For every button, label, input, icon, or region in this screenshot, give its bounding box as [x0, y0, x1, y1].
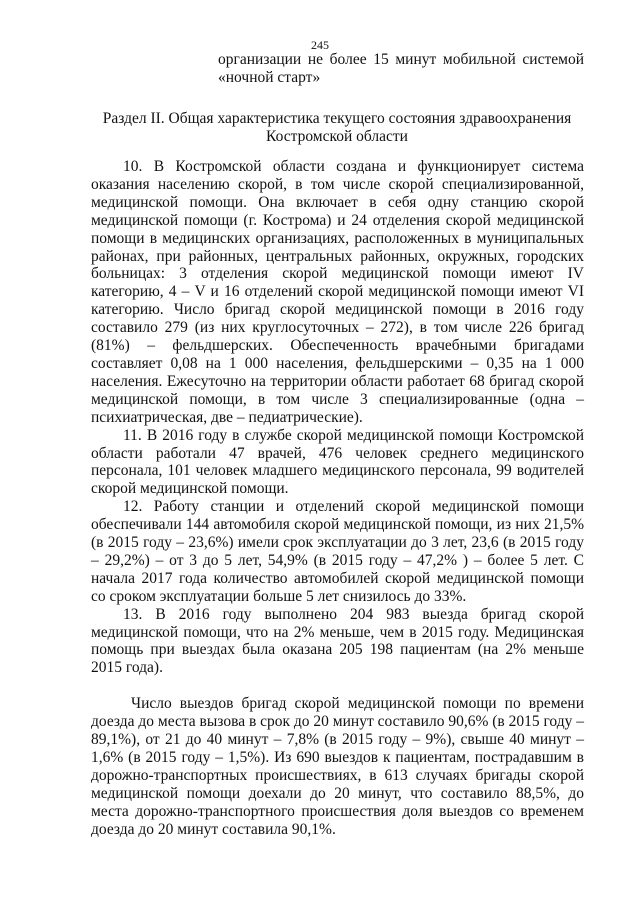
- paragraph-10: 10. В Костромской области создана и функционирует система оказания населению скорой, в том числе скорой специализированной, медицинской помощи. Она включает в себя одну станцию скорой медицинской помощи (г. Кострома) и 24 отделения скорой медицинской помощи в медицинских организациях, расположенных в муниципальных районах, при районных, центральных районных, окружных, городских больницах: 3 отделения скорой медицинской помощи имеют IV категорию, 4 – V и 16 отделений скорой медицинской помощи имеют VI категорию. Число бригад скорой медицинской помощи в 2016 году составило 279 (из них круглосуточных – 272), в том числе 226 бригад (81%) – фельдшерских. Обеспеченность врачебными бригадами составляет 0,08 на 1 000 населения, фельдшерскими – 0,35 на 1 000 населения. Ежесуточно на территории области работает 68 бригад скорой медицинской помощи, в том числе 3 специализированные (одна – психиатрическая, две – педиатрические).: [91, 158, 584, 426]
- document-body: [91, 158, 584, 838]
- paragraph-12: 12. Работу станции и отделений скорой медицинской помощи обеспечивали 144 автомобиля скорой медицинской помощи, из них 21,5% (в 2015 году – 23,6%) имели срок эксплуатации до 3 лет, 23,6 (в 2015 году – 29,2%) – от 3 до 5 лет, 54,9% (в 2015 году – 47,2% ) – более 5 лет. С начала 2017 года количество автомобилей скорой медицинской помощи со сроком эксплуатации больше 5 лет снизилось до 33%.: [91, 498, 584, 605]
- page-number: 245: [311, 38, 329, 52]
- paragraph-13: 13. В 2016 году выполнено 204 983 выезда бригад скорой медицинской помощи, что на 2% меньше, чем в 2015 году. Медицинская помощь при выездах была оказана 205 198 пациентам (на 2% меньше 2015 года).: [91, 605, 584, 677]
- paragraph-response-time: Число выездов бригад скорой медицинской помощи по времени доезда до места вызова в срок до 20 минут составило 90,6% (в 2015 году – 89,1%), от 21 до 40 минут – 7,8% (в 2015 году – 9%), свыше 40 минут – 1,6% (в 2015 году – 1,5%). Из 690 выездов к пациентам, пострадавшим в дорожно-транспортных происшествиях, в 613 случаях бригады скорой медицинской помощи доехали до 20 минут, что составило 88,5%, до места дорожно-транспортного происшествия доля выездов со временем доезда до 20 минут составила 90,1%.: [91, 695, 584, 838]
- intro-line-2: «ночной старт»: [218, 69, 321, 86]
- intro-line-1: организации не более 15 минут мобильной системой: [218, 51, 584, 68]
- paragraph-11: 11. В 2016 году в службе скорой медицинской помощи Костромской области работали 47 врачей, 476 человек среднего медицинского персонала, 101 человек младшего медицинского персонала, 99 водителей скорой медицинской помощи.: [91, 426, 584, 498]
- intro-fragment: [218, 51, 584, 87]
- section-heading: Раздел II. Общая характеристика текущего состояния здравоохранения Костромской области: [102, 110, 572, 145]
